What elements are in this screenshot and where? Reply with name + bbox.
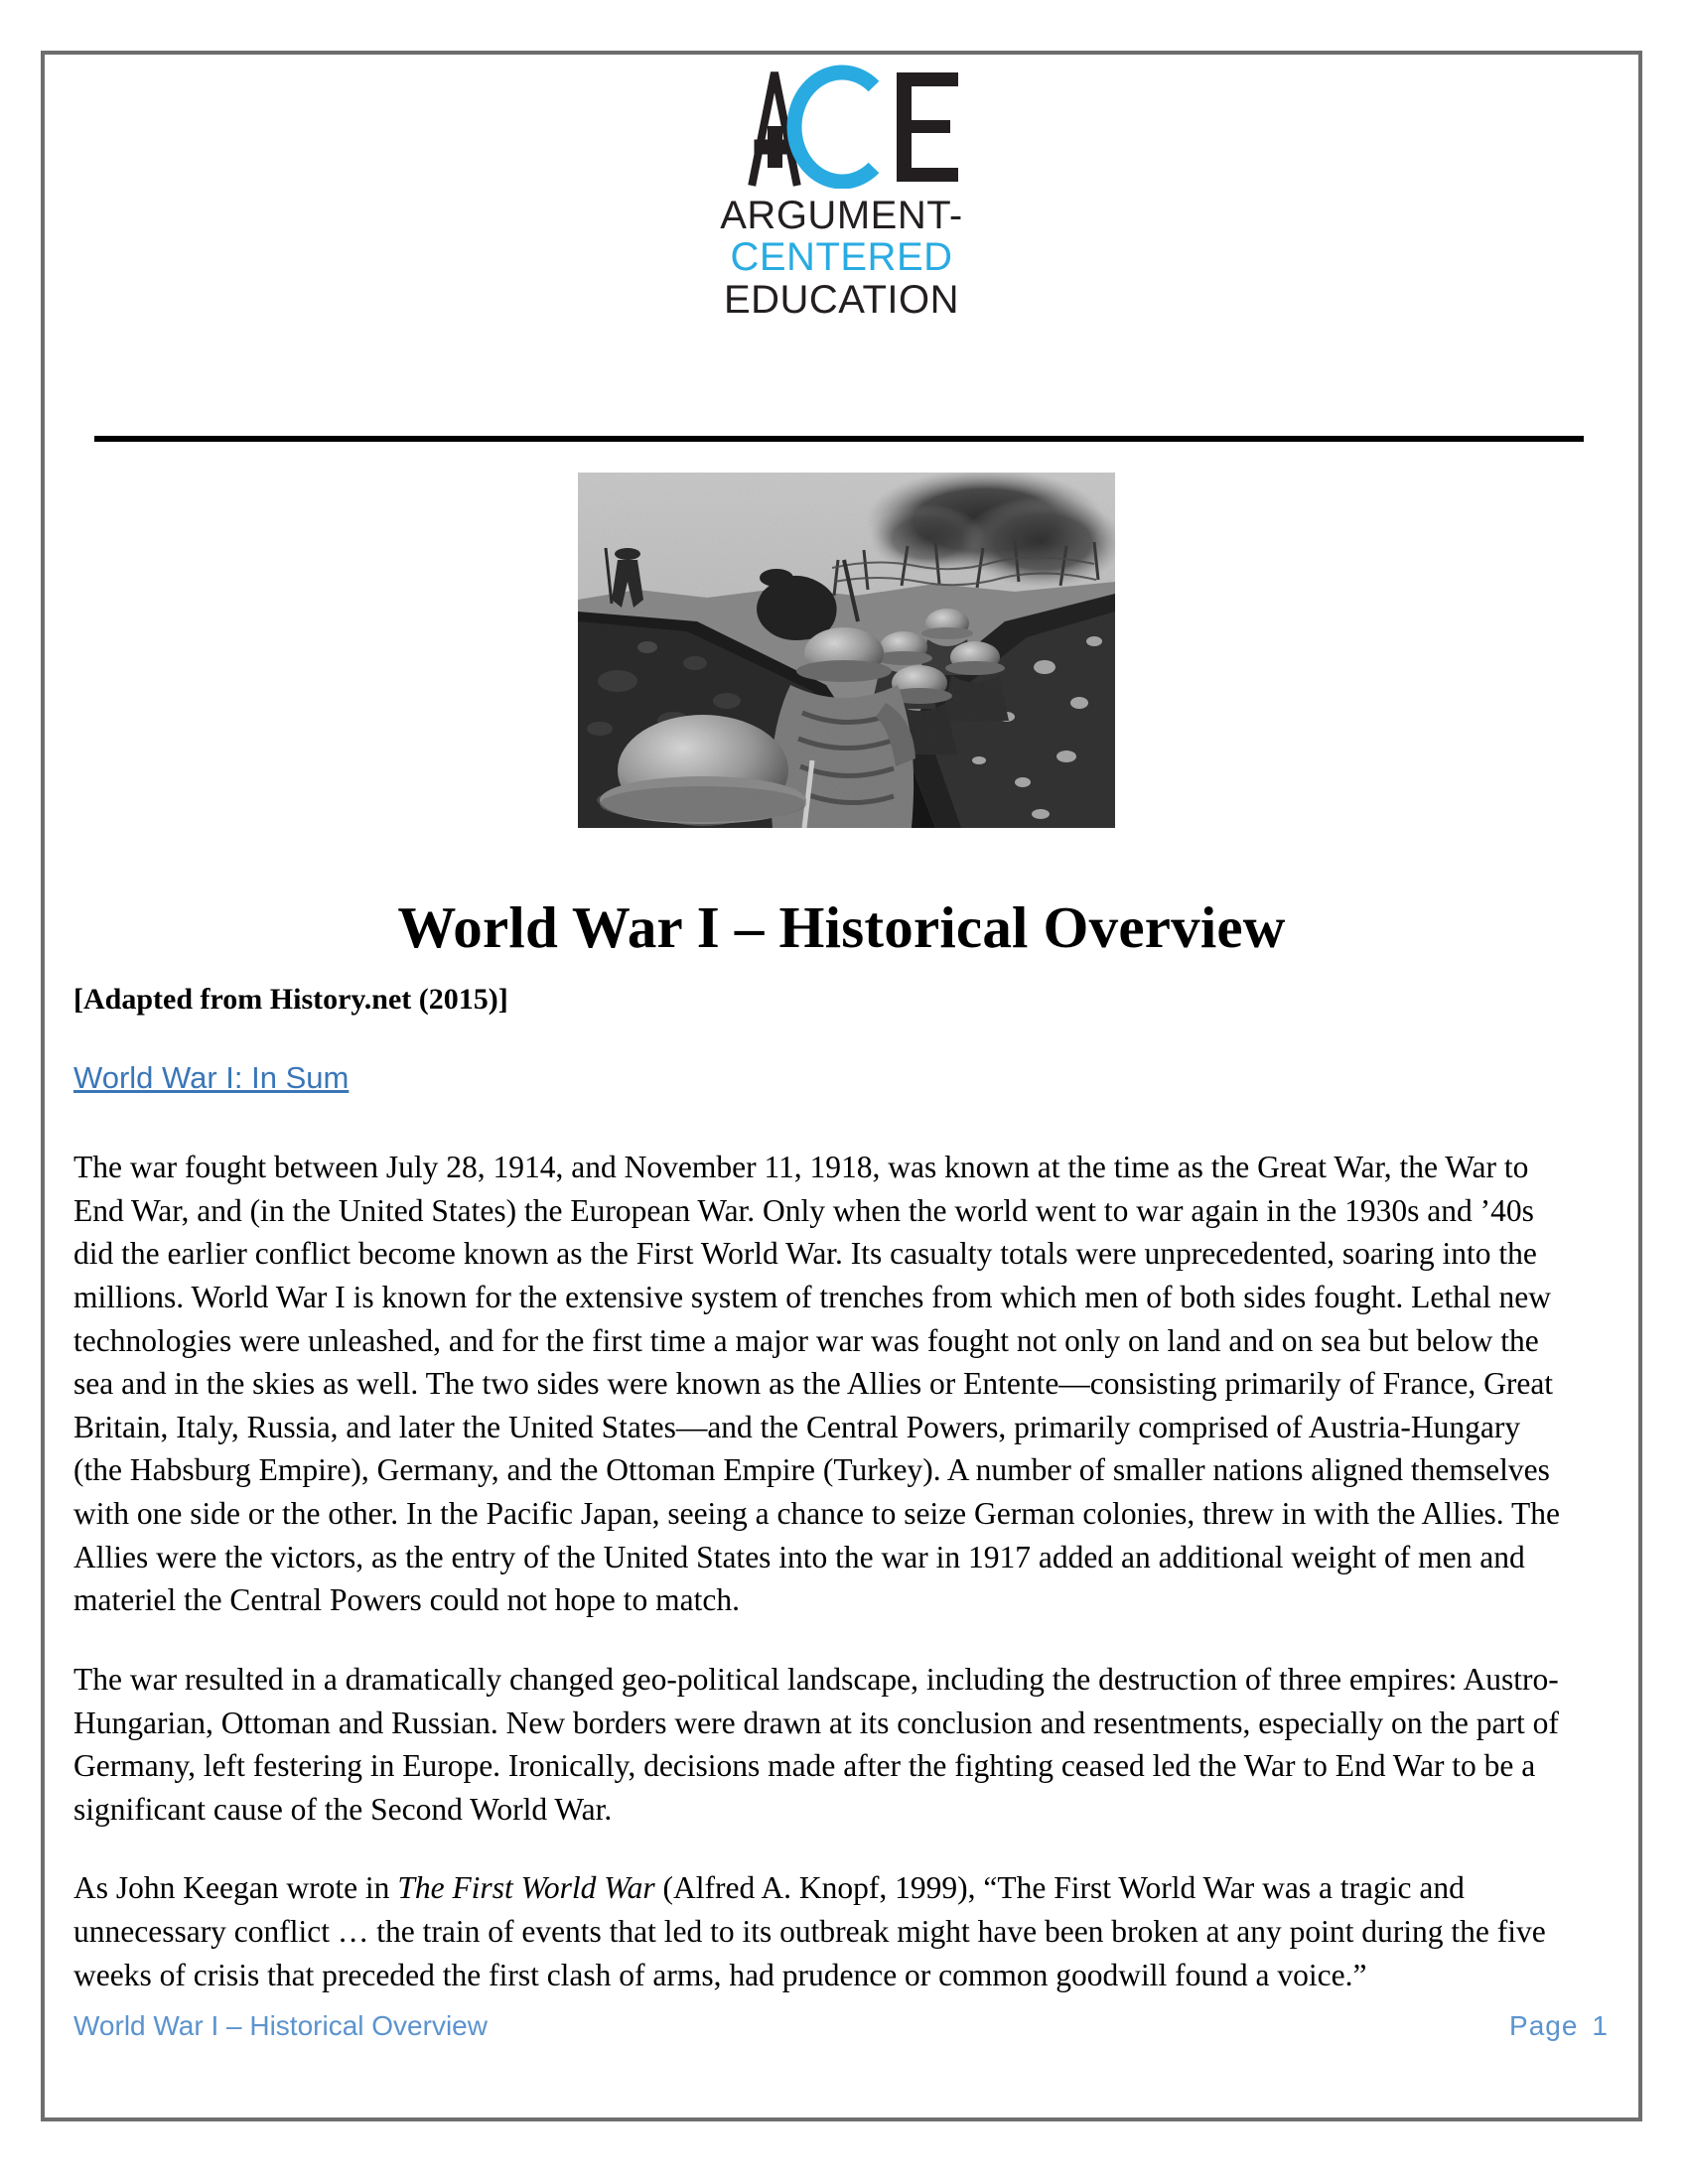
paragraph-keegan-quote — [73, 1866, 1575, 1996]
paragraph-overview: The war fought between July 28, 1914, and November 11, 1918, was known at the time as the Great War, the War to End War, and (in the United States) the European War. Only when the world went to war again in the 1930s and ’40s did the earlier conflict become known as the First World War. Its casualty totals were unprecedented, soaring into the millions. World War I is known for the extensive system of trenches from which men of both sides fought. Lethal new technologies were unleashed, and for the first time a major war was fought not only on land and on sea but below the sea and in the skies as well. The two sides were known as the Allies or Entente—consisting primarily of France, Great Britain, Italy, Russia, and later the United States—and the Central Powers, primarily comprised of Austria-Hungary (the Habsburg Empire), Germany, and the Ottoman Empire (Turkey). A number of smaller nations aligned themselves with one side or the other. In the Pacific Japan, seeing a chance to seize German colonies, threw in with the Allies. The Allies were the victors, as the entry of the United States into the war in 1917 added an additional weight of men and materiel the Central Powers could not hope to match. — [73, 1150, 1560, 1618]
footer-document-label: World War I – Historical Overview — [73, 2010, 488, 2041]
page-footer — [73, 2010, 1609, 2042]
page-title: World War I – Historical Overview — [397, 894, 1286, 960]
ace-logo-mark — [713, 65, 971, 189]
footer-page-indicator — [1509, 2010, 1609, 2042]
document-page — [41, 51, 1642, 2121]
trench-warfare-photo-graphic — [578, 473, 1115, 828]
wordmark-line-education: EDUCATION — [723, 277, 960, 322]
quote-tail: (Alfred A. Knopf, 1999), “The First World War was a tragic and unnecessary conflict … the train of events that led to its outbreak might have been broken at any point during the five weeks of crisis that preceded the first clash of arms, had prudence or common goodwill found a voice.” — [73, 1870, 1546, 1992]
footer-page-word: Page — [1509, 2010, 1579, 2041]
book-title: The First World War — [397, 1870, 655, 1906]
paragraph-aftermath: The war resulted in a dramatically changed geo-political landscape, including the destruction of three empires: Austro-Hungarian, Ottoman and Russian. New borders were drawn at its conclusion and resentments, especially on the part of Germany, left festering in Europe. Ironically, decisions made after the fighting ceased led the War to End War to be a significant cause of the Second World War. — [73, 1661, 1559, 1827]
header-divider — [94, 436, 1584, 442]
quote-lead: As John Keegan wrote in — [73, 1870, 398, 1906]
trench-warfare-photo — [578, 473, 1115, 828]
ace-logo — [45, 65, 1638, 321]
footer-page-number: 1 — [1592, 2010, 1609, 2041]
wordmark-line-argument: ARGUMENT- — [720, 194, 963, 237]
section-heading-in-sum[interactable]: World War I: In Sum — [73, 1060, 350, 1095]
source-attribution: [Adapted from History.net (2015)] — [73, 983, 508, 1016]
ace-wordmark — [45, 195, 1638, 321]
document-body — [73, 983, 1575, 1996]
wordmark-line-centered: CENTERED — [730, 235, 953, 280]
